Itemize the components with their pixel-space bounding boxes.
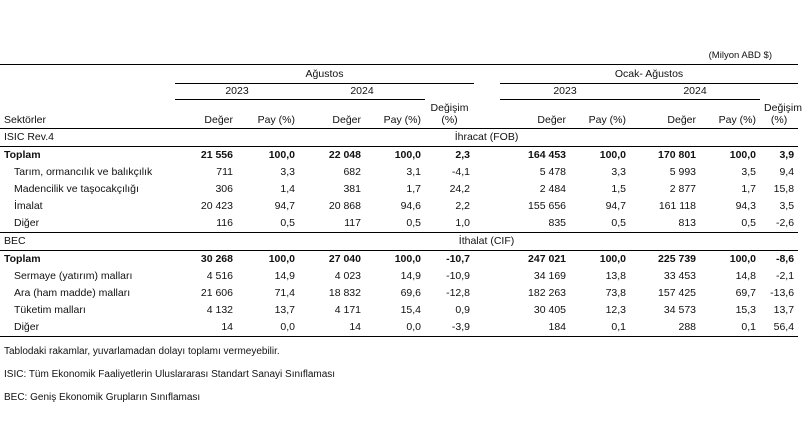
unit-label: (Milyon ABD $) — [708, 50, 772, 61]
section-header-row — [0, 233, 798, 251]
year-b-header-month: 2024 — [299, 84, 425, 100]
col-value: Değer — [630, 100, 700, 129]
table-row: Toplam 30 268 100,0 27 040 100,0 -10,7 247 021 100,0 225 739 100,0 -8,6 — [4, 253, 795, 265]
table-row: Ara (ham madde) malları 21 606 71,4 18 832 69,6 -12,8 182 263 73,8 157 425 69,7 -13,6 — [14, 287, 795, 299]
col-value: Değer — [500, 100, 570, 129]
header-row-columns — [0, 100, 798, 129]
footnote: ISIC: Tüm Ekonomik Faaliyetlerin Uluslararası Standart Sanayi Sınıflaması — [4, 369, 336, 380]
table-row: Tüketim malları 4 132 13,7 4 171 15,4 0,9 30 405 12,3 34 573 15,3 13,7 — [14, 304, 795, 316]
col-share: Pay (%) — [700, 100, 760, 129]
table-row: Sermaye (yatırım) malları 4 516 14,9 4 023 14,9 -10,9 34 169 13,8 33 453 14,8 -2,1 — [14, 270, 795, 282]
footnote: BEC: Geniş Ekonomik Grupların Sınıflaması — [4, 392, 201, 403]
header-row-period — [0, 65, 798, 84]
table-row: Diğer 116 0,5 117 0,5 1,0 835 0,5 813 0,5 -2,6 — [0, 215, 798, 233]
header-row-year — [0, 84, 798, 100]
col-share: Pay (%) — [570, 100, 630, 129]
table-row: İmalat 20 423 94,7 20 868 94,6 2,2 155 656 94,7 161 118 94,3 3,5 — [14, 200, 795, 212]
col-share: Pay (%) — [237, 100, 299, 129]
table-row: Toplam 21 556 100,0 22 048 100,0 2,3 164 453 100,0 170 801 100,0 3,9 — [4, 149, 795, 161]
classification-label: ISIC Rev.4 — [0, 129, 175, 147]
year-a-header-month: 2023 — [175, 84, 299, 100]
flow-label: İthalat (CIF) — [175, 233, 798, 251]
year-a-header-cum: 2023 — [500, 84, 630, 100]
flow-label: İhracat (FOB) — [175, 129, 798, 147]
col-change: Değişim (%) — [425, 100, 474, 129]
period-month-header: Ağustos — [175, 65, 474, 84]
year-b-header-cum: 2024 — [630, 84, 760, 100]
col-change: Değişim (%) — [760, 100, 798, 129]
col-share: Pay (%) — [365, 100, 425, 129]
col-sector: Sektörler — [0, 100, 175, 129]
section-header-row — [0, 129, 798, 147]
table-row: Tarım, ormancılık ve balıkçılık 711 3,3 682 3,1 -4,1 5 478 3,3 5 993 3,5 9,4 — [14, 166, 795, 178]
table-row: Madencilik ve taşocakçılığı 306 1,4 381 1,7 24,2 2 484 1,5 2 877 1,7 15,8 — [14, 183, 795, 195]
classification-label: BEC — [0, 233, 175, 251]
period-cum-header: Ocak- Ağustos — [500, 65, 798, 84]
footnotes — [4, 340, 335, 409]
col-value: Değer — [175, 100, 237, 129]
footnote: Tablodaki rakamlar, yuvarlamadan dolayı toplamı vermeyebilir. — [4, 346, 280, 357]
table-row: Diğer 14 0,0 14 0,0 -3,9 184 0,1 288 0,1 56,4 — [0, 319, 798, 337]
trade-table — [0, 64, 802, 337]
col-value: Değer — [299, 100, 365, 129]
